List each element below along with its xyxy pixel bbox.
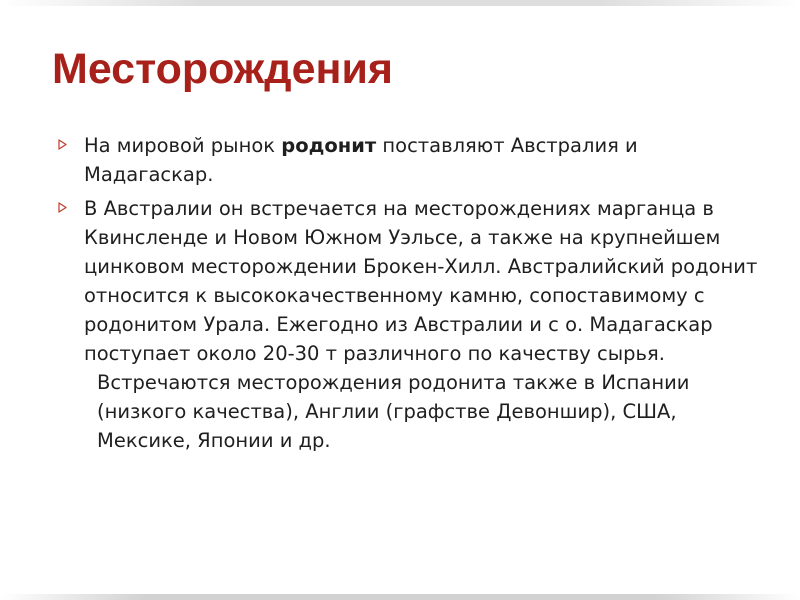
list-item bbox=[58, 131, 758, 189]
bottom-decor-band bbox=[0, 594, 800, 600]
slide-title: Месторождения bbox=[52, 45, 393, 93]
triangle-bullet-icon bbox=[58, 202, 67, 213]
item-text-before: На мировой рынок bbox=[84, 134, 282, 157]
top-decor-band bbox=[0, 0, 800, 6]
item-text: В Австралии он встречается на месторождениях марганца в Квинсленде и Новом Южном Уэльсе, а также на крупнейшем цинковом месторождении Брокен-Хилл. Австралийский родонит относится к высококачественному камню, сопоставимому с родонитом Урала. Ежегодно из Австралии и с о. Мадагаскар поступает около 20-30 т различного по качеству сырья. bbox=[84, 197, 758, 365]
triangle-bullet-icon bbox=[58, 139, 67, 150]
item-text-continuation: Встречаются месторождения родонита также в Испании (низкого качества), Англии (графстве Девоншир), США, Мексике, Японии и др. bbox=[97, 371, 690, 452]
bullet-list bbox=[58, 131, 758, 460]
item-text-bold: родонит bbox=[281, 134, 377, 157]
item-text bbox=[84, 131, 758, 189]
item-text-after: поставляют Австралия и Мадагаскар. bbox=[84, 134, 638, 186]
list-item bbox=[58, 194, 758, 455]
